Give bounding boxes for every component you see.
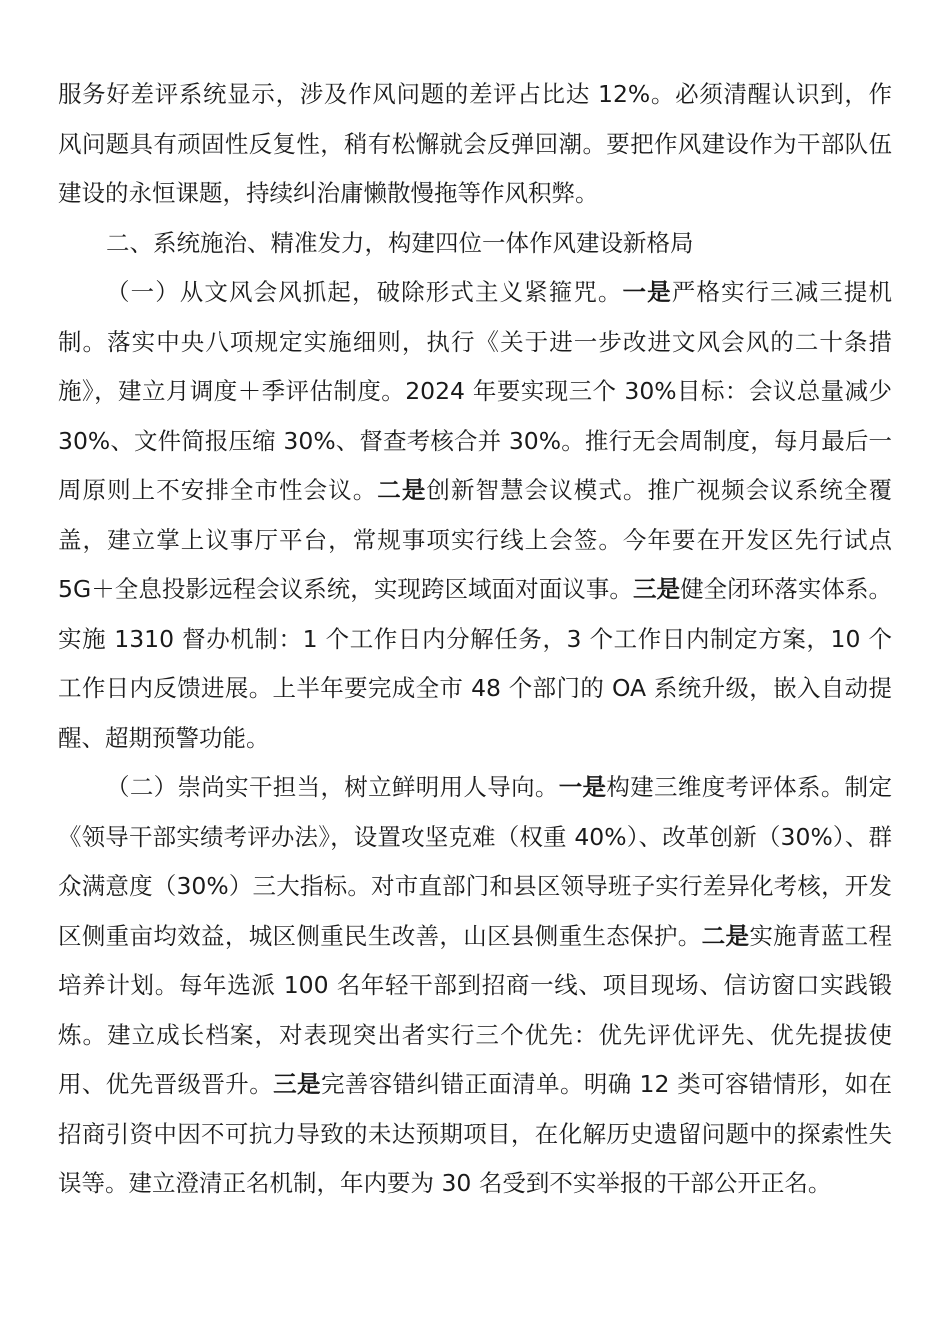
intro-paragraph bbox=[58, 70, 892, 219]
heading-text: 二、系统施治、精准发力，构建四位一体作风建设新格局 bbox=[106, 228, 694, 257]
section-heading-2 bbox=[58, 219, 892, 269]
section2-paragraph bbox=[58, 763, 892, 1209]
section2-item2-text: 实施青蓝工程培养计划。每年选派 100 名年轻干部到招商一线、项目现场、信访窗口实践锻炼。建立成长档案，对表现突出者实行三个优先：优先评优评先、优先提拔使用、优先晋级晋升。 bbox=[58, 921, 893, 1098]
section1-item1-text: 严格实行三减三提机制。落实中央八项规定实施细则，执行《关于进一步改进文风会风的二十条措施》，建立月调度＋季评估制度。2024 年要实现三个 30%目标：会议总量减少 30%、文件简报压缩 30%、督查考核合并 30%。推行无会周制度，每月最后一周原则上不安排全市性会议。 bbox=[58, 278, 893, 504]
section1-title: （一）从文风会风抓起，破除形式主义紧箍咒。 bbox=[106, 278, 623, 306]
section1-item2-text: 创新智慧会议模式。推广视频会议系统全覆盖，建立掌上议事厅平台，常规事项实行线上会签。今年要在开发区先行试点 5G＋全息投影远程会议系统，实现跨区域面对面议事。 bbox=[58, 476, 893, 603]
section1-item1-label: 一是 bbox=[622, 278, 672, 306]
document-body bbox=[58, 70, 892, 1209]
section1-item2-label: 二是 bbox=[377, 476, 427, 504]
section2-item3-text: 完善容错纠错正面清单。明确 12 类可容错情形，如在招商引资中因不可抗力导致的未达预期项目，在化解历史遗留问题中的探索性失误等。建立澄清正名机制，年内要为 30 名受到不实举报的干部公开正名。 bbox=[58, 1070, 893, 1197]
section1-item3-label: 三是 bbox=[632, 575, 681, 603]
section2-item1-text: 构建三维度考评体系。制定《领导干部实绩考评办法》，设置攻坚克难（权重 40%）、改革创新（30%）、群众满意度（30%）三大指标。对市直部门和县区领导班子实行差异化考核，开发区侧重亩均效益，城区侧重民生改善，山区县侧重生态保护。 bbox=[58, 773, 892, 950]
section2-item2-label: 二是 bbox=[701, 921, 750, 950]
section2-item1-label: 一是 bbox=[558, 773, 607, 801]
section2-title: （二）崇尚实干担当，树立鲜明用人导向。 bbox=[106, 773, 559, 801]
intro-text: 服务好差评系统显示，涉及作风问题的差评占比达 12%。必须清醒认识到，作风问题具有顽固性反复性，稍有松懈就会反弹回潮。要把作风建设作为干部队伍建设的永恒课题，持续纠治庸懒散慢拖等作风积弊。 bbox=[58, 80, 892, 207]
section2-item3-label: 三是 bbox=[273, 1070, 321, 1098]
section1-item3-text: 健全闭环落实体系。实施 1310 督办机制：1 个工作日内分解任务，3 个工作日内制定方案，10 个工作日内反馈进展。上半年要完成全市 48 个部门的 OA 系统升级，嵌入自动提醒、超期预警功能。 bbox=[58, 575, 892, 752]
section1-paragraph bbox=[58, 268, 892, 763]
